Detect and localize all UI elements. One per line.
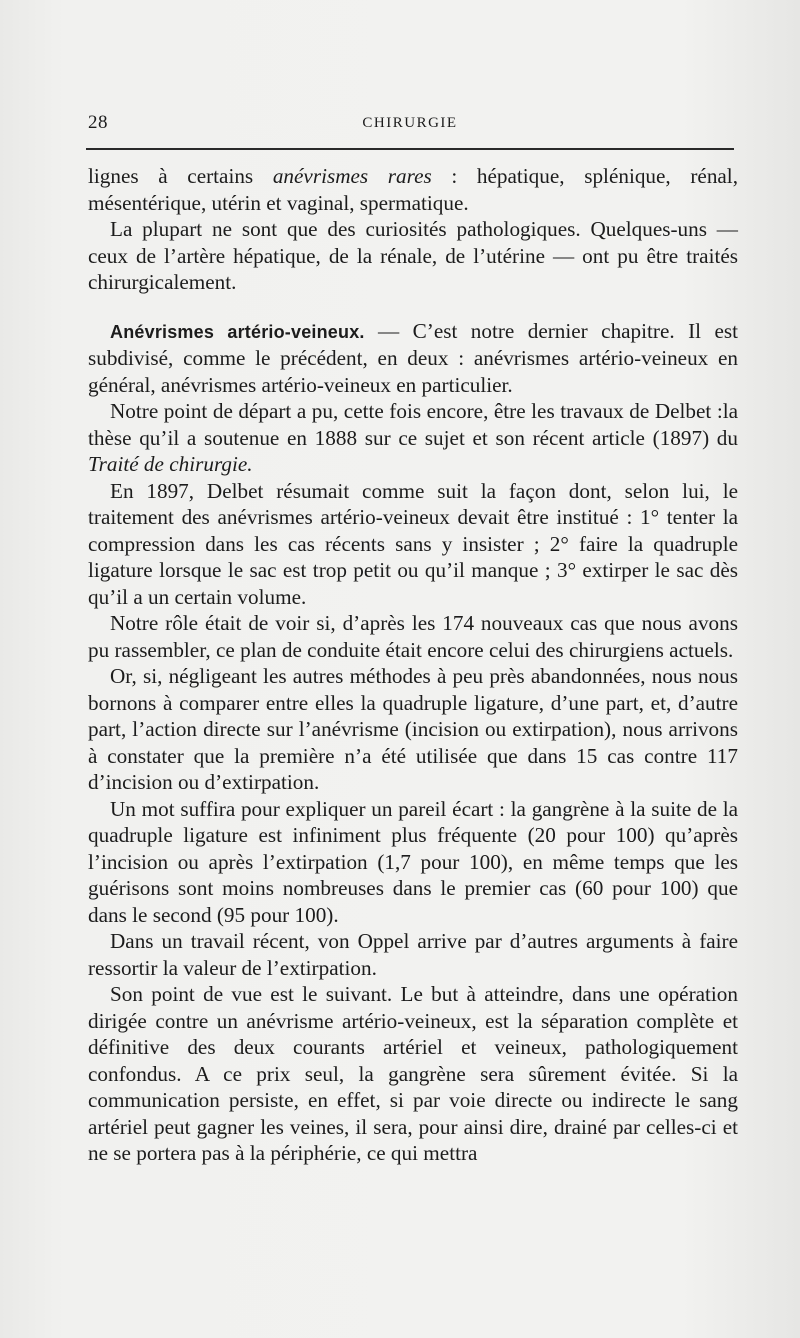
paragraph-text: : hépatique, splénique, rénal, mésentérique, utérin et vaginal, spermatique. [88,164,738,215]
header-rule [86,148,734,150]
paragraph-text: Notre point de départ a pu, cette fois encore, être les travaux de Delbet :la thèse qu’il a soutenue en 1888 sur ce sujet et son récent article (1897) du [88,399,738,450]
paragraph-9: Dans un travail récent, von Oppel arrive par d’autres arguments à faire ressortir la valeur de l’extirpation. [88,929,738,980]
paragraph-4 [88,398,738,478]
paragraph-8: Un mot suffira pour expliquer un pareil écart : la gangrène à la suite de la quadruple ligature est infiniment plus fréquente (20 pour 100) qu’après l’incision ou après l’extirpation (1,7 pour 100), en même temps que les guérisons sont moins nombreuses dans le premier cas (60 pour 100) que dans le second (95 pour 100). [88,796,738,927]
body-text [88,163,738,1167]
paragraph-emphasis: anévrismes rares [272,164,432,188]
paragraph-2: La plupart ne sont que des curiosités pathologiques. Quelques-uns — ceux de l’artère hépatique, de la rénale, de l’utérine — ont pu être traités chirurgicalement. [88,217,738,294]
paragraph-7: Or, si, négligeant les autres méthodes à peu près abandonnées, nous nous bornons à comparer entre elles la quadruple ligature, d’une part, et, d’autre part, l’action directe sur l’anévrisme (incision ou extirpation), nous arrivons à constater que la première n’a été utilisée que dans 15 cas contre 117 d’incision ou d’extirpation. [88,664,738,794]
paragraph-3 [88,318,738,399]
paragraph-text: lignes à certains [88,164,273,188]
paragraph-6: Notre rôle était de voir si, d’après les 174 nouveaux cas que nous avons pu rassembler, ce plan de conduite était encore celui des chirurgiens actuels. [88,611,738,662]
running-title: CHIRURGIE [362,115,458,131]
paragraph-text: — C’est notre dernier chapitre. Il est subdivisé, comme le précédent, en deux : anévrismes artério-veineux en général, anévrismes artério-veineux en particulier. [88,318,738,397]
paragraph-1 [88,163,738,216]
paragraph-5: En 1897, Delbet résumait comme suit la façon dont, selon lui, le traitement des anévrismes artério-veineux devait être institué : 1° tenter la compression dans les cas récents sans y insister ; 2° faire la quadruple ligature lorsque le sac est trop petit ou qu’il manque ; 3° extirper le sac dès qu’il a un certain volume. [88,478,738,609]
paragraph-emphasis: Traité de chirurgie. [88,452,253,476]
paragraph-10: Son point de vue est le suivant. Le but à atteindre, dans une opération dirigée contre un anévrisme artério-veineux, est la séparation complète et définitive des deux courants artériel et veineux, pathologiquement confondus. A ce prix seul, la gangrène sera sûrement évitée. Si la communication persiste, en effet, si par voie directe ou indirecte le sang artériel peut gagner les veines, il sera, pour ainsi dire, drainé par celles-ci et ne se portera pas à la périphérie, ce qui mettra [88,982,738,1165]
page-number: 28 [88,112,108,133]
section-title: Anévrismes artério-veineux. [110,321,365,342]
